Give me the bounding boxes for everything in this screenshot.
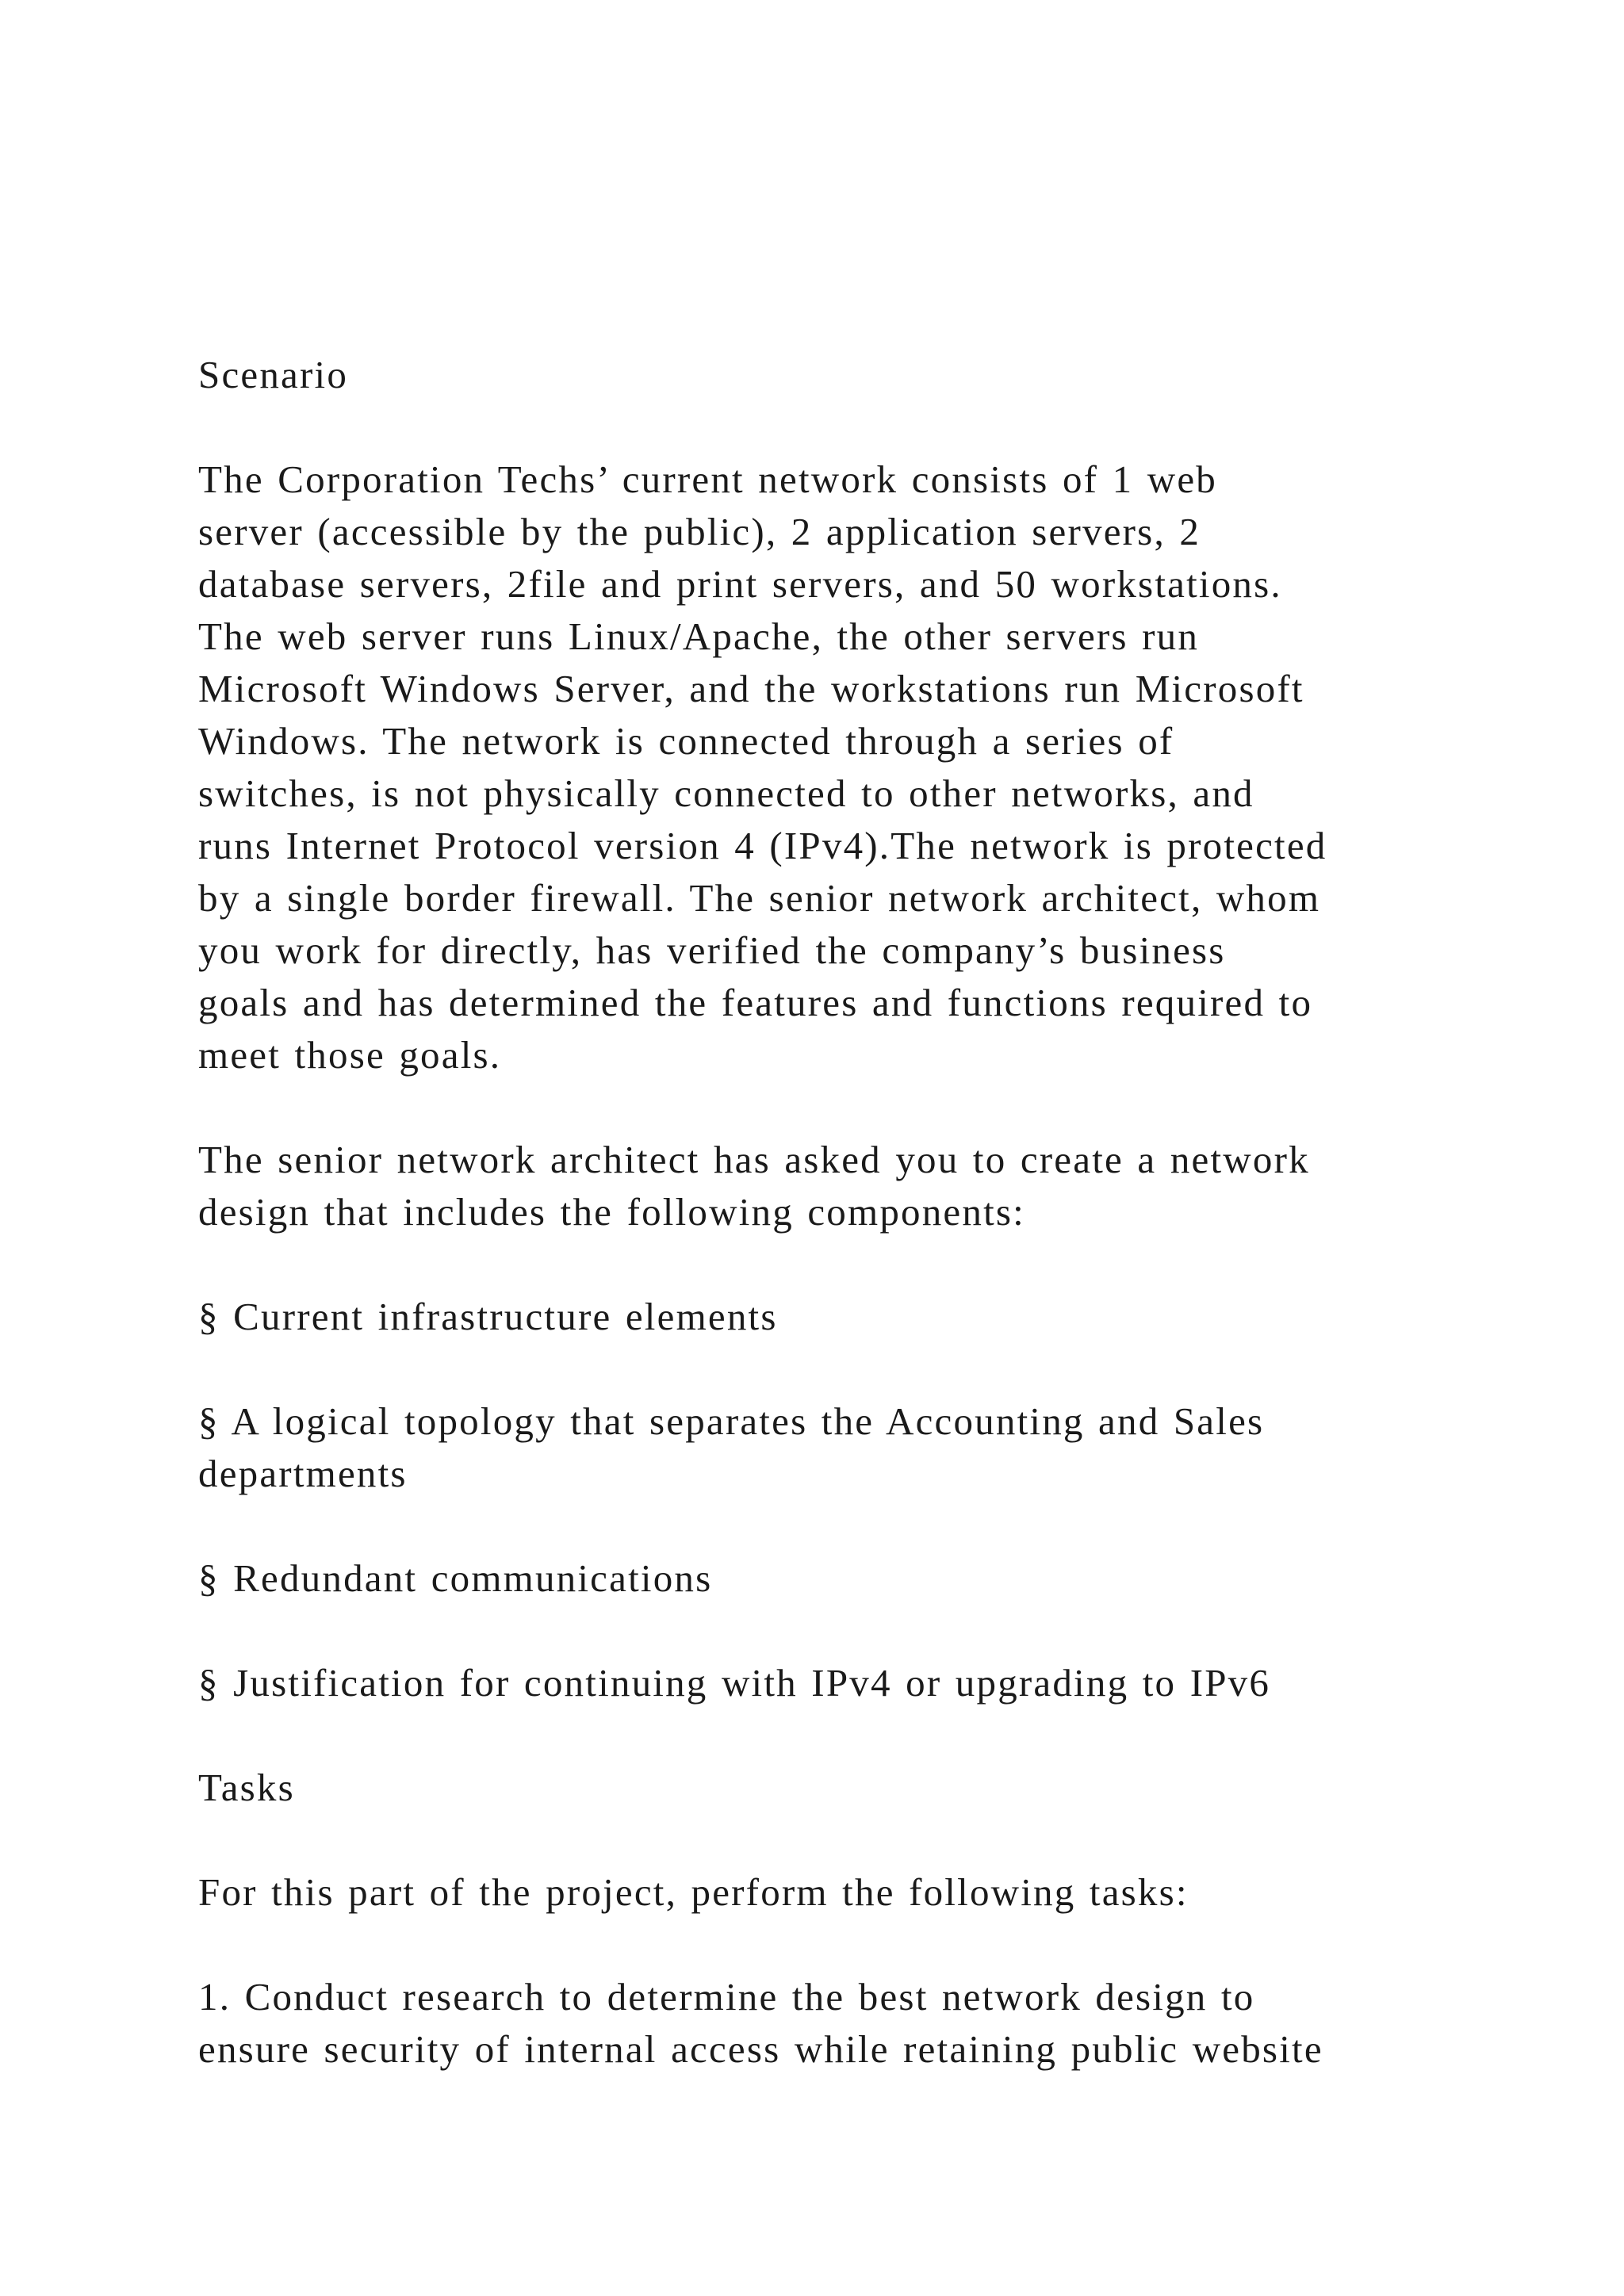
- task-line: ensure security of internal access while retaining public website: [198, 2027, 1323, 2071]
- component-line: § Current infrastructure elements: [198, 1295, 778, 1338]
- tasks-intro: [198, 1866, 1483, 1919]
- request-line: design that includes the following components:: [198, 1190, 1025, 1234]
- scenario-line: Microsoft Windows Server, and the workstations run Microsoft: [198, 667, 1304, 710]
- scenario-line: The Corporation Techs’ current network consists of 1 web: [198, 457, 1217, 501]
- component-item-justification: [198, 1657, 1483, 1709]
- scenario-line: by a single border firewall. The senior network architect, whom: [198, 876, 1321, 920]
- scenario-heading-text: Scenario: [198, 353, 349, 396]
- request-paragraph: [198, 1134, 1483, 1238]
- tasks-heading: [198, 1762, 1483, 1814]
- scenario-heading: [198, 349, 1483, 401]
- component-item-infrastructure: [198, 1291, 1483, 1343]
- tasks-intro-text: For this part of the project, perform the following tasks:: [198, 1870, 1189, 1914]
- scenario-line: The web server runs Linux/Apache, the other servers run: [198, 614, 1200, 658]
- task-line: 1. Conduct research to determine the best network design to: [198, 1975, 1255, 2019]
- component-line: § Redundant communications: [198, 1556, 713, 1600]
- scenario-line: you work for directly, has verified the company’s business: [198, 928, 1226, 972]
- component-line: § A logical topology that separates the Accounting and Sales: [198, 1399, 1265, 1443]
- scenario-line: goals and has determined the features and functions required to: [198, 981, 1313, 1024]
- scenario-line: switches, is not physically connected to other networks, and: [198, 771, 1254, 815]
- tasks-heading-text: Tasks: [198, 1766, 295, 1809]
- component-item-redundant: [198, 1552, 1483, 1605]
- scenario-line: Windows. The network is connected through a series of: [198, 719, 1174, 763]
- scenario-paragraph: [198, 453, 1483, 1081]
- scenario-line: database servers, 2file and print servers, and 50 workstations.: [198, 562, 1282, 606]
- component-item-logical-topology: [198, 1395, 1483, 1500]
- scenario-line: meet those goals.: [198, 1033, 502, 1077]
- component-line: departments: [198, 1452, 408, 1495]
- scenario-line: server (accessible by the public), 2 application servers, 2: [198, 510, 1201, 553]
- scenario-line: runs Internet Protocol version 4 (IPv4).The network is protected: [198, 824, 1327, 867]
- document-body: [198, 349, 1483, 2128]
- request-line: The senior network architect has asked you to create a network: [198, 1138, 1310, 1181]
- task-item-1: [198, 1971, 1483, 2076]
- component-line: § Justification for continuing with IPv4 or upgrading to IPv6: [198, 1661, 1271, 1705]
